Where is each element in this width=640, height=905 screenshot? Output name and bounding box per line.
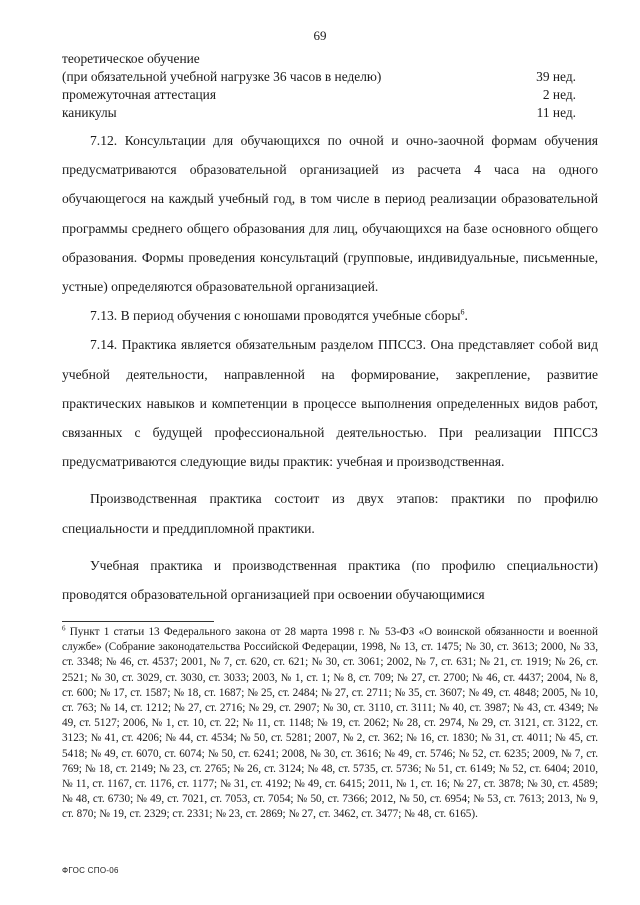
document-code: ФГОС СПО-06 xyxy=(62,866,119,875)
paragraph-training-practice: Учебная практика и производственная практика (по профилю специальности) проводятся образовательной организацией при освоении обучающимися xyxy=(62,557,598,603)
footnote-marker: 6 xyxy=(62,624,66,633)
schedule-label: промежуточная аттестация xyxy=(62,87,217,102)
schedule-value: 39 нед. xyxy=(536,69,576,84)
study-schedule xyxy=(62,50,576,122)
schedule-row xyxy=(62,68,576,86)
footnote-divider xyxy=(62,621,214,622)
schedule-row xyxy=(62,50,576,68)
footnote xyxy=(62,625,598,823)
page-number: 69 xyxy=(313,28,327,43)
schedule-row xyxy=(62,104,576,122)
schedule-value: 11 нед. xyxy=(536,105,576,120)
footnote-reference[interactable]: 6 xyxy=(460,307,465,317)
paragraph-7-12: 7.12. Консультации для обучающихся по очной и очно-заочной формам обучения предусматриваются образовательной организацией из расчета 4 часа на одного обучающегося на каждый учебный год, в том числе в период реализации образовательной программы среднего общего образования для лиц, обучающихся на базе основного общего образования. Формы проведения консультаций (групповые, индивидуальные, письменные, устные) определяются образовательной организацией. xyxy=(62,133,598,295)
schedule-label: каникулы xyxy=(62,105,117,120)
schedule-value: 2 нед. xyxy=(542,87,576,102)
paragraph-7-14: 7.14. Практика является обязательным разделом ППССЗ. Она представляет собой вид учебной деятельности, направленной на формирование, закрепление, развитие практических навыков и компетенции в процессе выполнения определенных видов работ, связанных с будущей профессиональной деятельностью. При реализации ППССЗ предусматриваются следующие виды практик: учебная и производственная. xyxy=(62,337,598,470)
schedule-label: теоретическое обучение xyxy=(62,51,200,66)
schedule-label: (при обязательной учебной нагрузке 36 часов в неделю) xyxy=(62,69,382,84)
body-text xyxy=(62,126,598,609)
paragraph-production-practice: Производственная практика состоит из двух этапов: практики по профилю специальности и преддипломной практики. xyxy=(62,491,598,536)
paragraph-7-13-end: . xyxy=(464,308,468,324)
footnote-text: Пункт 1 статьи 13 Федерального закона от 28 марта 1998 г. № 53-ФЗ «О воинской обязанности и военной службе» (Собрание законодательства Российской Федерации, 1998, № 13, ст. 1475; № 30, ст. 3613; 2000, № 33, ст. 3348; № 46, ст. 4537; 2001, № 7, ст. 620, ст. 621; № 30, ст. 3061; 2002, № 7, ст. 631; № 21, ст. 1919; № 26, ст. 2521; № 30, ст. 3029, ст. 3030, ст. 3033; 2003, № 1, ст. 1; № 8, ст. 709; № 27, ст. 2700; № 46, ст. 4437; 2004, № 8, ст. 600; № 17, ст. 1587; № 18, ст. 1687; № 25, ст. 2484; № 27, ст. 2711; № 35, ст. 3607; № 49, ст. 4848; 2005, № 10, ст. 763; № 14, ст. 1212; № 27, ст. 2716; № 29, ст. 2907; № 30, ст. 3110, ст. 3111; № 40, ст. 3987; № 43, ст. 4349; № 49, ст. 5127; 2006, № 1, ст. 10, ст. 22; № 11, ст. 1148; № 19, ст. 2062; № 28, ст. 2974, № 29, ст. 3121, ст. 3122, ст. 3123; № 41, ст. 4206; № 44, ст. 4534; № 50, ст. 5281; 2007, № 2, ст. 362; № 16, ст. 1830; № 31, ст. 4011; № 45, ст. 5418; № 49, ст. 6070, ст. 6074; № 50, ст. 6241; 2008, № 30, ст. 3616; № 49, ст. 5746; № 52, ст. 6235; 2009, № 7, ст. 769; № 18, ст. 2149; № 23, ст. 2765; № 26, ст. 3124; № 48, ст. 5735, ст. 5736; № 51, ст. 6149; № 52, ст. 6404; 2010, № 11, ст. 1167, ст. 1176, ст. 1177; № 31, ст. 4192; № 49, ст. 6415; 2011, № 1, ст. 16; № 27, ст. 3878; № 30, ст. 4589; № 48, ст. 6730; № 49, ст. 7021, ст. 7053, ст. 7054; № 50, ст. 7366; 2012, № 50, ст. 6954; № 53, ст. 7613; 2013, № 9, ст. 870; № 19, ст. 2329; ст. 2331; № 23, ст. 2869; № 27, ст. 3462, ст. 3477; № 48, ст. 6165). xyxy=(62,626,598,821)
paragraph-7-13 xyxy=(62,301,598,330)
schedule-row xyxy=(62,86,576,104)
paragraph-7-13-text: 7.13. В период обучения с юношами проводятся учебные сборы xyxy=(90,308,461,324)
